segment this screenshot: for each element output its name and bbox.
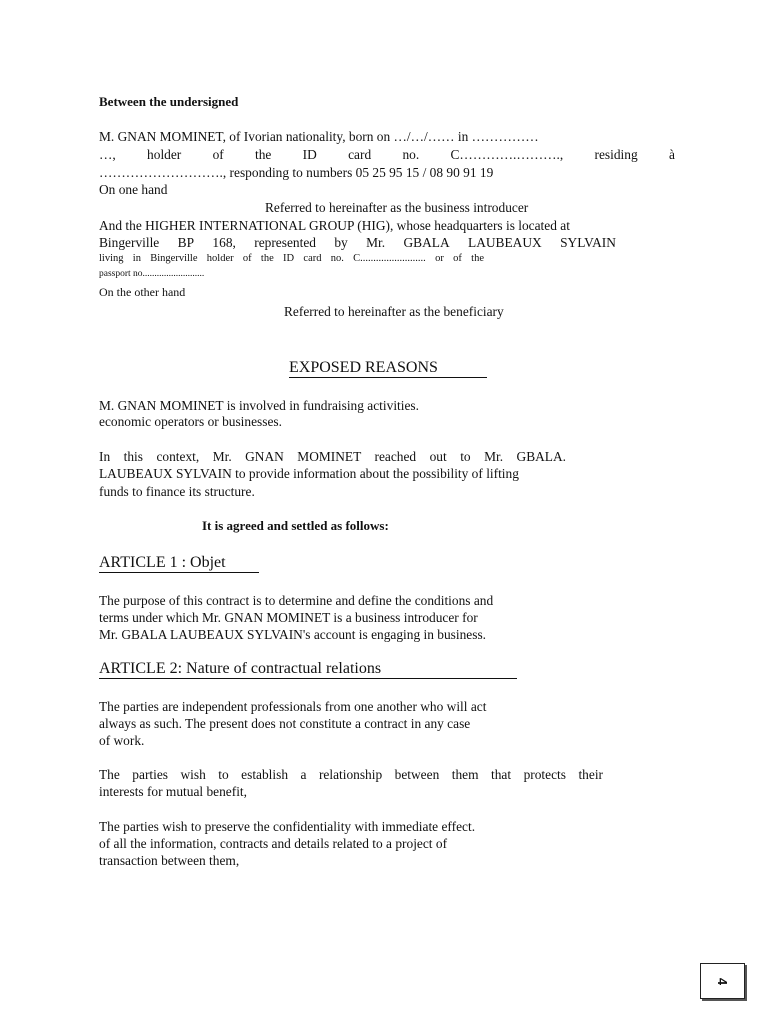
party2-line-3: living in Bingerville holder of the ID card no. C......................... or of the <box>99 253 484 264</box>
agreed-statement: It is agreed and settled as follows: <box>202 518 389 533</box>
article-2-paragraph-1-line-3: of work. <box>99 733 145 748</box>
party2-reference: Referred to hereinafter as the beneficiary <box>284 304 504 319</box>
party1-line-1: M. GNAN MOMINET, of Ivorian nationality, born on …/…/…… in …………… <box>99 129 539 144</box>
article-2-paragraph-3-line-2: of all the information, contracts and details related to a project of <box>99 836 448 851</box>
article-1-heading: ARTICLE 1 : Objet <box>99 554 259 573</box>
party2-line-2: Bingerville BP 168, represented by Mr. GBALA LAUBEAUX SYLVAIN <box>99 235 616 250</box>
party2-side-label: On the other hand <box>99 285 186 299</box>
exposed-reasons-heading: EXPOSED REASONS <box>289 359 487 378</box>
exposed-paragraph-1-line-1: M. GNAN MOMINET is involved in fundraising activities. <box>99 398 419 413</box>
exposed-paragraph-1-line-2: economic operators or businesses. <box>99 414 282 429</box>
party1-reference: Referred to hereinafter as the business introducer <box>265 200 529 215</box>
page-number: 4 <box>714 977 730 985</box>
page-number-box <box>700 963 745 999</box>
party1-line-3: ………………………., responding to numbers 05 25 95 15 / 08 90 91 19 <box>99 165 494 180</box>
party1-side-label: On one hand <box>99 182 168 197</box>
article-2-paragraph-2-line-1: The parties wish to establish a relationship between them that protects their <box>99 767 603 782</box>
article-2-paragraph-3-line-3: transaction between them, <box>99 853 240 868</box>
party2-line-4: passport no.......................... <box>99 269 205 279</box>
article-2-paragraph-1-line-1: The parties are independent professionals from one another who will act <box>99 699 487 714</box>
article-2-paragraph-1-line-2: always as such. The present does not constitute a contract in any case <box>99 716 471 731</box>
exposed-paragraph-2-line-2: LAUBEAUX SYLVAIN to provide information about the possibility of lifting <box>99 466 519 481</box>
article-1-line-1: The purpose of this contract is to determine and define the conditions and <box>99 593 494 608</box>
article-2-paragraph-2-line-2: interests for mutual benefit, <box>99 784 247 799</box>
undersigned-heading: Between the undersigned <box>99 94 239 109</box>
exposed-paragraph-2-line-3: funds to finance its structure. <box>99 484 255 499</box>
article-2-heading: ARTICLE 2: Nature of contractual relations <box>99 660 517 679</box>
exposed-paragraph-2-line-1: In this context, Mr. GNAN MOMINET reached out to Mr. GBALA. <box>99 449 566 464</box>
party2-line-1: And the HIGHER INTERNATIONAL GROUP (HIG), whose headquarters is located at <box>99 218 570 233</box>
article-1-line-3: Mr. GBALA LAUBEAUX SYLVAIN's account is engaging in business. <box>99 627 487 642</box>
party1-line-2: …, holder of the ID card no. C………….………., residing à <box>99 147 675 162</box>
article-2-paragraph-3-line-1: The parties wish to preserve the confidentiality with immediate effect. <box>99 819 476 834</box>
article-1-line-2: terms under which Mr. GNAN MOMINET is a business introducer for <box>99 610 478 625</box>
